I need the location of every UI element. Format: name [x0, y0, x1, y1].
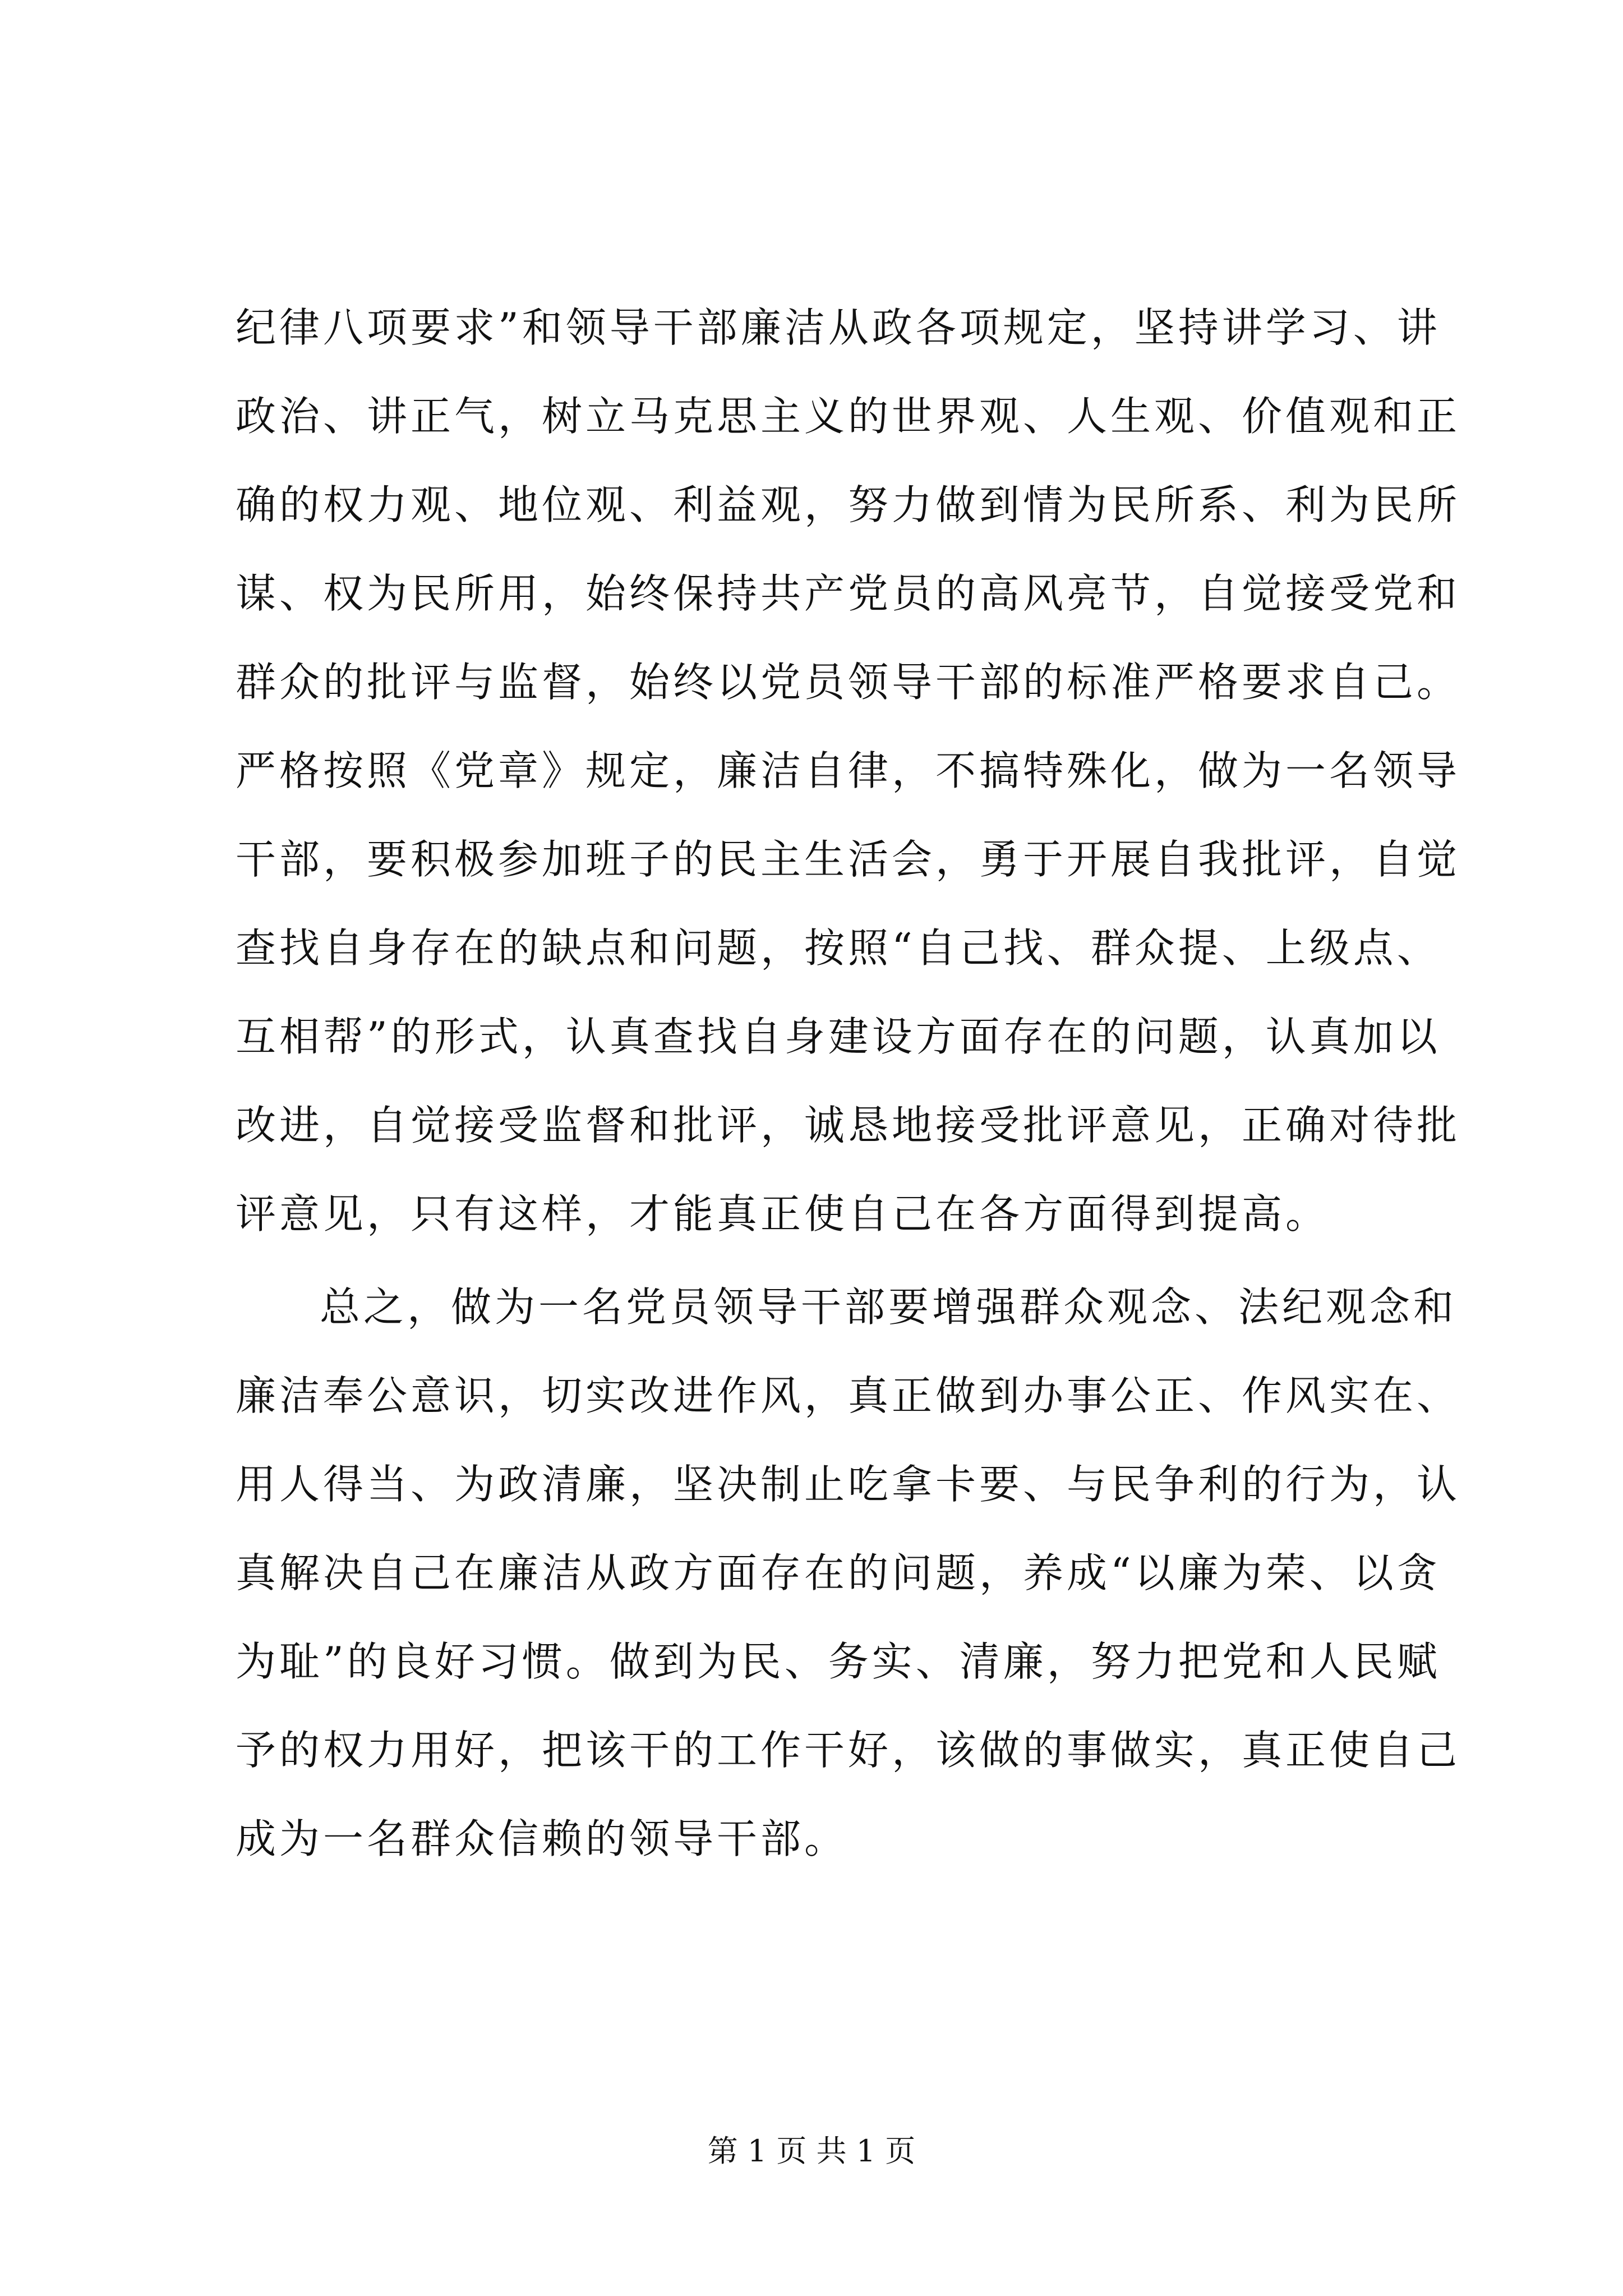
text-line: 纪律八项要求”和领导干部廉洁从政各项规定，坚持讲学习、讲 [236, 304, 1441, 351]
text-line: 严格按照《党章》规定，廉洁自律，不搞特殊化，做为一名领导 [236, 747, 1461, 794]
page-footer [0, 2132, 1623, 2171]
text-line: 真解决自己在廉洁从政方面存在的问题，养成“以廉为荣、以贪 [236, 1549, 1441, 1596]
text-line: 政治、讲正气，树立马克思主义的世界观、人生观、价值观和正 [236, 393, 1461, 440]
page-number: 第 1 页 共 1 页 [707, 2133, 916, 2169]
text-line: 改进，自觉接受监督和批评，诚恳地接受批评意见，正确对待批 [236, 1102, 1461, 1149]
paragraph-2 [236, 1263, 1461, 1883]
text-line: 互相帮”的形式，认真查找自身建设方面存在的问题，认真加以 [236, 1013, 1441, 1060]
text-line: 评意见，只有这样，才能真正使自己在各方面得到提高。 [236, 1190, 1330, 1237]
text-line: 干部，要积极参加班子的民主生活会，勇于开展自我批评，自觉 [236, 836, 1461, 883]
text-line: 总之，做为一名党员领导干部要增强群众观念、法纪观念和 [320, 1283, 1458, 1331]
text-line: 群众的批评与监督，始终以党员领导干部的标准严格要求自己。 [236, 659, 1461, 706]
text-line: 用人得当、为政清廉，坚决制止吃拿卡要、与民争利的行为，认 [236, 1461, 1461, 1508]
text-line: 谋、权为民所用，始终保持共产党员的高风亮节，自觉接受党和 [236, 570, 1461, 617]
text-line: 成为一名群众信赖的领导干部。 [236, 1815, 849, 1862]
text-line: 予的权力用好，把该干的工作干好，该做的事做实，真正使自己 [236, 1727, 1461, 1774]
text-line: 廉洁奉公意识，切实改进作风，真正做到办事公正、作风实在、 [236, 1372, 1461, 1419]
document-body [236, 283, 1461, 1883]
text-line: 查找自身存在的缺点和问题，按照“自己找、群众提、上级点、 [236, 924, 1441, 972]
text-line: 为耻”的良好习惯。做到为民、务实、清廉，努力把党和人民赋 [236, 1638, 1441, 1685]
text-line: 确的权力观、地位观、利益观，努力做到情为民所系、利为民所 [236, 481, 1461, 528]
paragraph-gap [236, 1258, 1424, 1263]
paragraph-1 [236, 283, 1461, 1258]
